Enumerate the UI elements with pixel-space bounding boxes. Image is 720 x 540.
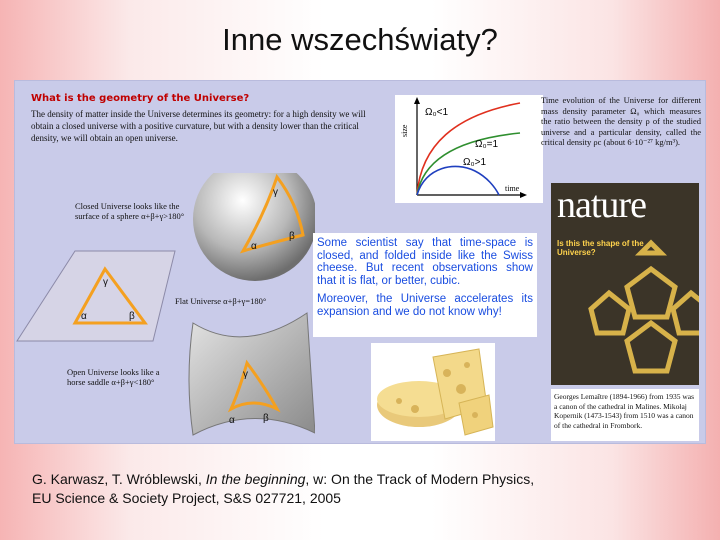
flat-alpha: α xyxy=(81,311,87,322)
curve-label-closed: Ω₀>1 xyxy=(463,157,487,168)
saddle-beta: β xyxy=(263,413,269,424)
sphere-beta: β xyxy=(289,231,295,242)
curve-label-flat: Ω₀=1 xyxy=(475,139,499,150)
swiss-cheese-callout xyxy=(313,233,537,337)
cover-masthead: nature xyxy=(557,184,646,226)
cheese-svg xyxy=(371,343,495,441)
plot-x-label: time xyxy=(505,184,520,193)
reference-source: , w: On the Track of Modern Physics, xyxy=(305,471,535,487)
flat-gamma: γ xyxy=(103,277,108,288)
nature-cover xyxy=(551,183,699,385)
reference-work-title: In the beginning xyxy=(205,471,306,487)
universe-evolution-plot xyxy=(395,95,543,203)
closed-universe-label: Closed Universe looks like the surface of a sphere α+β+γ>180° xyxy=(75,201,185,221)
geometry-figure xyxy=(14,80,706,444)
figure-heading: What is the geometry of the Universe? xyxy=(31,93,250,104)
plot-y-arrow xyxy=(414,97,420,104)
reference-authors: G. Karwasz, T. Wróblewski, xyxy=(32,471,206,487)
slide-title: Inne wszechświaty? xyxy=(222,22,498,57)
plot-x-arrow xyxy=(520,192,527,198)
callout-paragraph-1: Some scientist say that time-space is closed, and folded inside like the Swiss cheese. But recent observations show that it is flat, or better, cubic. xyxy=(317,237,533,287)
curve-closed xyxy=(417,166,499,195)
closed-universe-sphere xyxy=(193,173,315,281)
lemaitre-kopernik-caption: Georges Lemaître (1894-1966) from 1935 was a canon of the cathedral in Malines. Mikołaj Kopernik (1473-1543) from 1510 was a canon of the cathedral in Frombork. xyxy=(551,389,699,441)
open-universe-label: Open Universe looks like a horse saddle α+β+γ<180° xyxy=(67,367,160,387)
curve-label-open: Ω₀<1 xyxy=(425,107,449,118)
reference-citation xyxy=(32,470,692,508)
flat-universe-plane xyxy=(17,251,175,341)
swiss-cheese-image xyxy=(371,343,495,441)
callout-paragraph-2: Moreover, the Universe accelerates its expansion and we do not know why! xyxy=(317,293,533,318)
flat-beta: β xyxy=(129,311,135,322)
saddle-gamma: γ xyxy=(243,369,248,380)
open-universe-saddle xyxy=(189,313,315,435)
plot-y-label: size xyxy=(400,124,409,137)
sphere-alpha: α xyxy=(251,241,257,252)
cover-headline: Is this the shape of the Universe? xyxy=(557,239,644,257)
evolution-plot-svg xyxy=(395,95,543,203)
flat-universe-label: Flat Universe α+β+γ=180° xyxy=(175,296,267,306)
figure-intro-text: The density of matter inside the Universe determines its geometry: for a high density we will obtain a closed universe with a positive curvature, but with a density lower than the critical density, we will obtain an open universe. xyxy=(31,109,366,143)
time-evolution-text: Time evolution of the Universe for different mass density parameter Ω₀ which measures the ratio between the density ρ of the studied universe and a particular density, called the critical density ρc (about 6·10⁻²⁷ kg/m³). xyxy=(541,95,701,147)
sphere-gamma: γ xyxy=(273,187,278,198)
reference-project: EU Science & Society Project, S&S 027721, 2005 xyxy=(32,490,341,506)
saddle-alpha: α xyxy=(229,415,235,426)
